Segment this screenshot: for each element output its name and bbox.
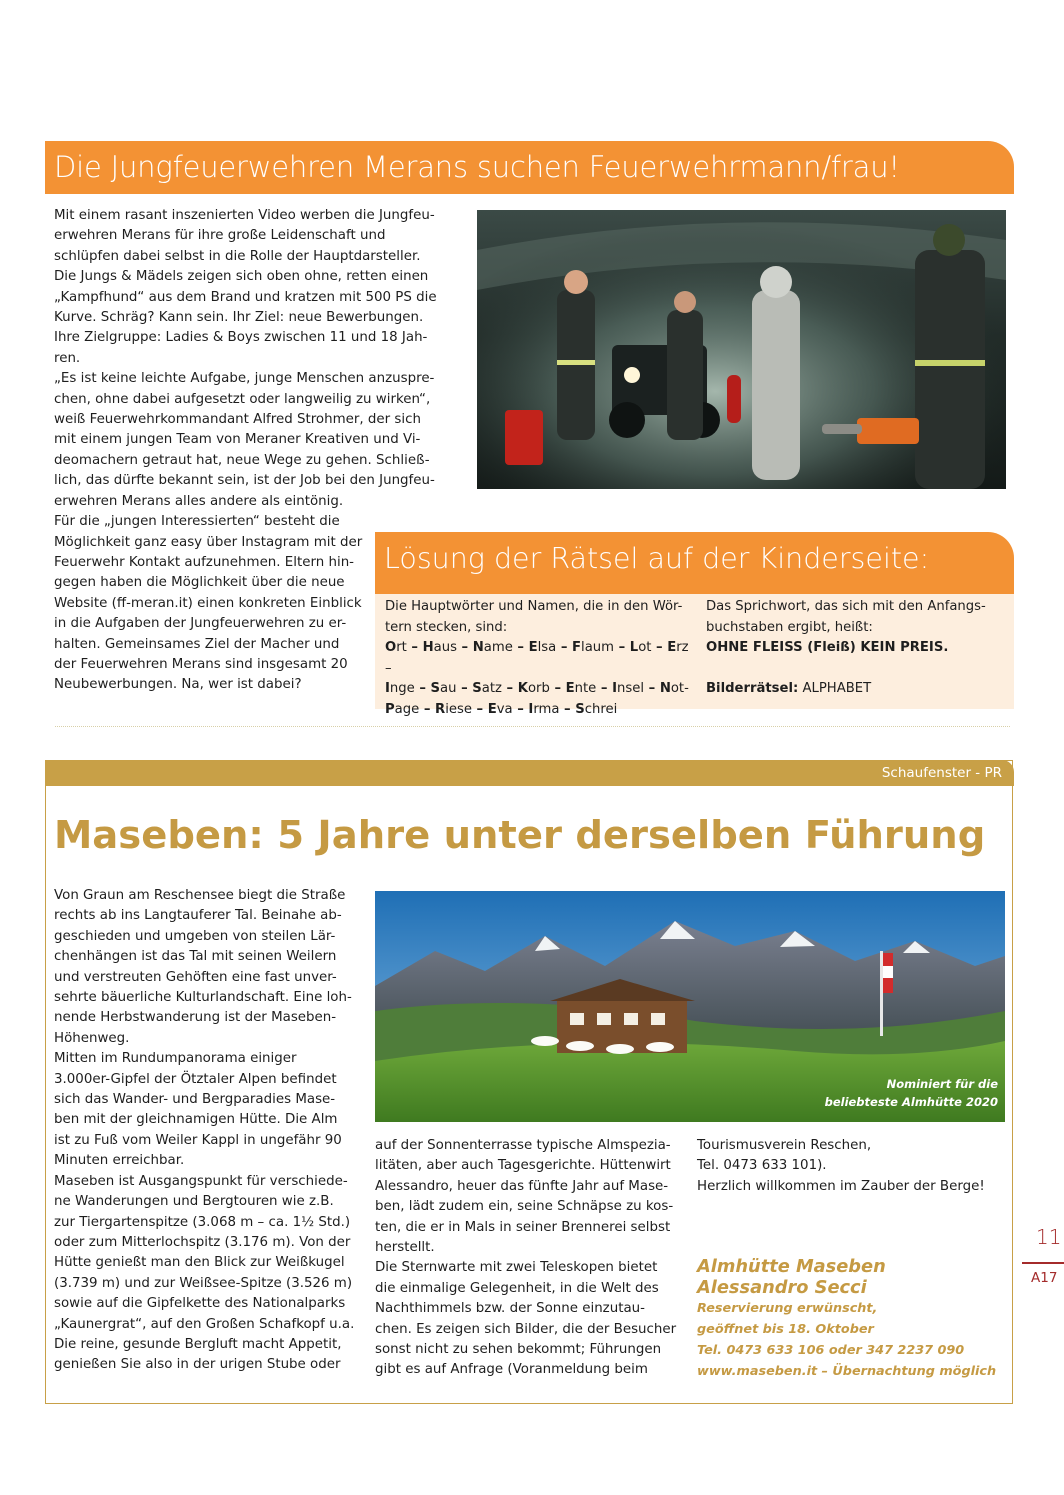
raetsel-word: Name [472, 640, 513, 655]
bilderraetsel-value: ALPHABET [798, 681, 872, 696]
article1-body: Mit einem rasant inszenierten Video werben die Jungfeu- erwehren Merans für ihre große Leidenschaft und schlüpfen dabei selbst in die Rolle der Hauptdarsteller. Die Jungs & Mädels zeigen sich oben ohne, retten einen „Kampfhund“ aus dem Brand und kratzen mit 500 PS die Kurve. Schräg? Kann sein. Ihr Ziel: neue Bewerbungen. Ihre Zielgruppe: Ladies & Boys zwischen 11 und 18 Jah- ren. „Es ist keine leichte Aufgabe, junge Menschen anzuspre- chen, ohne dabei aufgesetzt oder langweilig zu wirken“, weiß Feuerwehrkommandant Alfred Strohmer, der sich mit einem jungen Team von Meraner Kreativen und Vi- deomachern getraut hat, neue Wege zu gehen. Schließ- lich, das dürfte bekannt sein, ist der Job bei den Jungfeu- erwehren Merans alles andere als eintönig. Für die „jungen Interessierten“ besteht die Möglichkeit ganz easy über Instagram mit der Feuerwehr Kontakt aufzunehmen. Eltern hin- gegen haben die Möglichkeit über die neue Website (ff-meran.it) einen konkreten Einblick in die Aufgaben der Jungfeuerwehren zu er- halten. Gemeinsames Ziel der Macher und der Feuerwehren Merans sind insgesamt 20 Neubewerbungen. Na, wer ist dabei? [54, 208, 437, 693]
raetsel-word: Eva [487, 701, 513, 717]
raetsel-word: Erz [667, 640, 689, 655]
raetsel-word: Riese [435, 701, 472, 717]
raetsel-left-column [385, 597, 695, 720]
contact-info: Reservierung erwünscht, geöffnet bis 18. Oktober Tel. 0473 633 106 oder 347 2237 090 www.maseben.it – Übernachtung möglich [697, 1301, 997, 1379]
page-number: 11 [1036, 1225, 1062, 1249]
article2-kicker-bar [45, 760, 1014, 786]
raetsel-right-column [706, 597, 1006, 700]
raetsel-right-intro: Das Sprichwort, das sich mit den Anfangs- buchstaben ergibt, heißt: [706, 599, 986, 635]
raetsel-word: Not- [659, 681, 689, 696]
raetsel-word: Page [385, 701, 420, 717]
firefighters-photo [477, 210, 1006, 489]
page-code: A17 [1031, 1270, 1058, 1286]
raetsel-word: Irma [528, 701, 560, 717]
raetsel-word: Sau [430, 681, 457, 696]
raetsel-word-list: Ort – Haus – Name – Elsa – Flaum – Lot – Erz – Inge – Sau – Satz – Korb – Ente – Insel – Not- Page – Riese – Eva – Irma – Schrei [385, 640, 689, 717]
raetsel-word: Ente [565, 681, 597, 696]
photo-caption: Nominiert für die beliebteste Almhütte 2020 [824, 1077, 998, 1109]
raetsel-word: Ort [385, 640, 407, 655]
raetsel-word: Haus [422, 640, 457, 655]
article2-column-1: Von Graun am Reschensee biegt die Straße rechts ab ins Langtauferer Tal. Beinahe ab- geschieden und umgeben von steilen Lär- chenhängen ist das Tal mit seinen Weilern und verstreuten Gehöften eine fast unver- sehrte bäuerliche Kulturlandschaft. Eine loh- nende Herbstwanderung ist der Maseben- Höhenweg. Mitten im Rundumpanorama einiger 3.000er-Gipfel der Ötztaler Alpen befindet sich das Wander- und Bergparadies Mase- ben mit der gleichnamigen Hütte. Die Alm ist zu Fuß vom Weiler Kappl in ungefähr 90 Minuten erreichbar. Maseben ist Ausgangspunkt für verschiede- ne Wanderungen und Bergtouren wie z.B. zur Tiergartenspitze (3.068 m – ca. 1½ Std.) oder zum Mitterlochspitz (3.176 m). Von der Hütte genießt man den Blick zur Weißkugel (3.739 m) und zur Weißsee-Spitze (3.526 m) sowie auf die Gipfelkette des Nationalparks „Kaunergrat“, auf den Großen Schafkopf u.a. Die reine, gesunde Bergluft macht Appetit, genießen Sie also in der urigen Stube oder [54, 888, 355, 1373]
article1-title: Die Jungfeuerwehren Merans suchen Feuerwehrmann/frau! [54, 150, 900, 184]
section-divider [55, 726, 1010, 727]
raetsel-word: Lot [629, 640, 652, 655]
raetsel-proverb: OHNE FLEISS (Fleiß) KEIN PREIS. [706, 640, 949, 655]
article2-column-3: Tourismusverein Reschen, Tel. 0473 633 101). Herzlich willkommen im Zauber der Berge! [697, 1138, 985, 1194]
raetsel-word: Flaum [572, 640, 614, 655]
article2-column-2: auf der Sonnenterrasse typische Almspezia- litäten, aber auch Tagesgerichte. Hüttenwirt Alessandro, heuer das fünfte Jahr auf Mase- ben, lädt zudem ein, seine Schnäpse zu kos- ten, die er in Mals in seiner Brennerei selbst herstellt. Die Sternwarte mit zwei Teleskopen bietet die einmalige Gelegenheit, in die Welt des Nachthimmels bzw. der Sonne einzutau- chen. Es zeigen sich Bilder, die der Besucher sonst nicht zu sehen bekommt; Führungen gibt es auf Anfrage (Voranmeldung beim [375, 1138, 677, 1378]
article2-kicker: Schaufenster - PR [881, 765, 1002, 781]
contact-name-host: Alessandro Secci [697, 1277, 867, 1298]
contact-name-hut: Almhütte Maseben [697, 1256, 886, 1277]
bilderraetsel-line [706, 679, 1006, 700]
raetsel-word: Inge [385, 681, 415, 696]
raetsel-word: Insel [612, 681, 645, 696]
page-number-rule [1022, 1262, 1064, 1264]
raetsel-title: Lösung der Rätsel auf der Kinderseite: [384, 542, 930, 575]
raetsel-left-intro: Die Hauptwörter und Namen, die in den Wör- tern stecken, sind: [385, 599, 683, 635]
contact-block [697, 1256, 1007, 1382]
raetsel-word: Elsa [528, 640, 557, 655]
raetsel-word: Korb [517, 681, 550, 696]
bilderraetsel-label: Bilderrätsel: [706, 681, 799, 696]
article2-title: Maseben: 5 Jahre unter derselben Führung [54, 813, 986, 858]
raetsel-word: Satz [472, 681, 502, 696]
raetsel-word: Schrei [575, 701, 618, 717]
